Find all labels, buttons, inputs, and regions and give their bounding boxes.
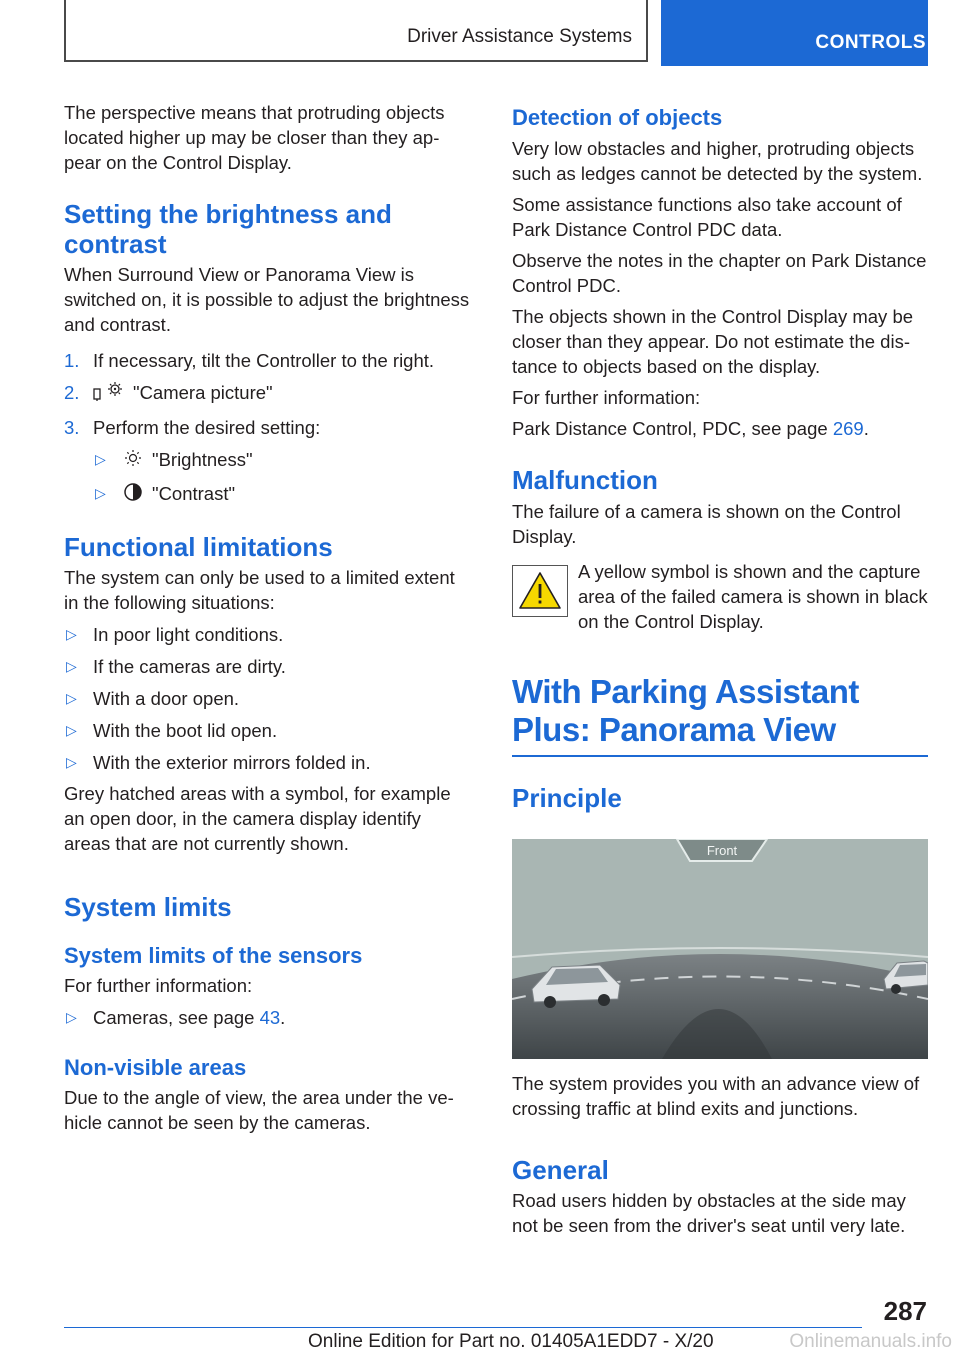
- limitations-text: The system can only be used to a limited extent in the following situations:: [64, 567, 455, 614]
- principle-heading: Principle: [512, 783, 622, 813]
- list-item-text: If the cameras are dirty.: [93, 656, 286, 678]
- chapter-tab: [661, 0, 928, 66]
- detection-p3: Observe the notes in the chapter on Park Distance Control PDC.: [512, 250, 927, 296]
- detection-heading: Detection of objects: [512, 105, 723, 130]
- nonvisible-heading: Non-visible areas: [64, 1055, 247, 1081]
- section-title: Driver Assistance Systems: [407, 26, 632, 47]
- page-link-269[interactable]: 269: [832, 418, 864, 439]
- bullet-triangle-icon: ▷: [66, 1009, 77, 1026]
- punctuation: .: [863, 418, 869, 439]
- bullet-triangle-icon: ▷: [66, 722, 77, 739]
- option-text: "Contrast": [152, 483, 236, 505]
- warning-row: [512, 559, 928, 649]
- section-tab: [64, 0, 648, 62]
- brightness-steps: [64, 348, 470, 508]
- bullet-triangle-icon: ▷: [66, 690, 77, 707]
- limitations-note: Grey hatched areas with a symbol, for example an open door, in the camera display identify areas that are not currently shown.: [64, 783, 451, 855]
- limitations-heading: Functional limitations: [64, 532, 333, 563]
- bullet-triangle-icon: ▷: [66, 754, 77, 771]
- option-contrast: [64, 481, 470, 508]
- page-number: 287: [883, 1296, 927, 1326]
- detection-p6: [512, 416, 928, 441]
- watermark: Onlinemanuals.info: [789, 1331, 952, 1352]
- list-item: [64, 750, 470, 775]
- list-item: [64, 1005, 470, 1030]
- right-column: [512, 100, 928, 1238]
- step-2: [64, 380, 470, 408]
- step-text: Perform the desired setting:: [93, 417, 321, 439]
- bullet-triangle-icon: ▷: [95, 485, 106, 502]
- principle-text: The system provides you with an advance view of crossing traffic at blind exits and junctions.: [512, 1073, 920, 1119]
- step-number: 3.: [64, 417, 80, 439]
- camera-picture-icon: [93, 380, 125, 408]
- list-item-text: With a door open.: [93, 688, 240, 710]
- punctuation: .: [280, 1007, 286, 1029]
- detection-p5: For further information:: [512, 387, 701, 408]
- step-1: [64, 348, 470, 373]
- list-item-text: With the exterior mirrors folded in.: [93, 752, 371, 774]
- bullet-triangle-icon: ▷: [66, 626, 77, 643]
- general-heading: General: [512, 1155, 609, 1185]
- system-limits-heading: System limits: [64, 892, 232, 923]
- bullet-triangle-icon: ▷: [66, 658, 77, 675]
- list-item: [64, 622, 470, 647]
- brightness-icon: [122, 448, 144, 474]
- contrast-icon: [122, 482, 144, 508]
- warning-text: A yellow symbol is shown and the capture area of the failed camera is shown in black on the Control Display.: [578, 561, 928, 632]
- brightness-heading: Setting the brightness and contrast: [64, 199, 392, 259]
- sensors-heading: System limits of the sensors: [64, 943, 363, 969]
- intro-paragraph: The perspective means that protruding objects located higher up may be closer than they appear on the Control Display.: [64, 102, 445, 173]
- detection-p6-text: Park Distance Control, PDC, see page: [512, 418, 833, 439]
- panorama-heading: With Parking Assistant Plus: Panorama View: [512, 673, 859, 748]
- step-text: If necessary, tilt the Controller to the right.: [93, 350, 435, 371]
- step-number: 2.: [64, 382, 80, 403]
- page-header: [64, 0, 928, 66]
- brightness-text: When Surround View or Panorama View is switched on, it is possible to adjust the brightness and contrast.: [64, 264, 470, 335]
- page-link-43[interactable]: 43: [259, 1007, 281, 1029]
- list-item: [64, 718, 470, 743]
- warning-triangle-icon: [512, 565, 568, 617]
- step-number: 1.: [64, 350, 80, 371]
- nonvisible-text: Due to the angle of view, the area under the vehicle cannot be seen by the cameras.: [64, 1087, 454, 1134]
- left-column: [64, 100, 470, 1135]
- detection-p2: Some assistance functions also take account of Park Distance Control PDC data.: [512, 194, 902, 240]
- footer-rule: [64, 1327, 862, 1328]
- option-text: "Brightness": [152, 449, 253, 471]
- bullet-triangle-icon: ▷: [95, 451, 106, 468]
- list-item-text: Cameras, see page: [93, 1007, 260, 1029]
- chapter-title: CONTROLS: [815, 32, 926, 53]
- step-3: [64, 415, 470, 440]
- list-item: [64, 654, 470, 679]
- malfunction-text: The failure of a camera is shown on the Control Display.: [512, 501, 901, 547]
- list-item-text: With the boot lid open.: [93, 720, 278, 742]
- heading-rule: [512, 755, 928, 757]
- list-item: [64, 686, 470, 711]
- detection-p4: The objects shown in the Control Display may be closer than they appear. Do not estimate the distance to objects based on the display.: [512, 306, 914, 377]
- limitations-list: [64, 622, 470, 775]
- general-text: Road users hidden by obstacles at the side may not be seen from the driver's seat until very late.: [512, 1190, 906, 1236]
- camera-front-label: Front: [706, 843, 738, 858]
- malfunction-heading: Malfunction: [512, 465, 658, 495]
- panorama-camera-image: [512, 839, 928, 1059]
- option-brightness: [64, 447, 470, 474]
- sensors-text: For further information:: [64, 975, 253, 997]
- detection-p1: Very low obstacles and higher, protruding objects such as ledges cannot be detected by the system.: [512, 138, 923, 184]
- list-item-text: In poor light conditions.: [93, 624, 284, 646]
- step-text: "Camera picture": [133, 382, 273, 403]
- edition-text: Online Edition for Part no. 01405A1EDD7 - X/20: [308, 1331, 714, 1352]
